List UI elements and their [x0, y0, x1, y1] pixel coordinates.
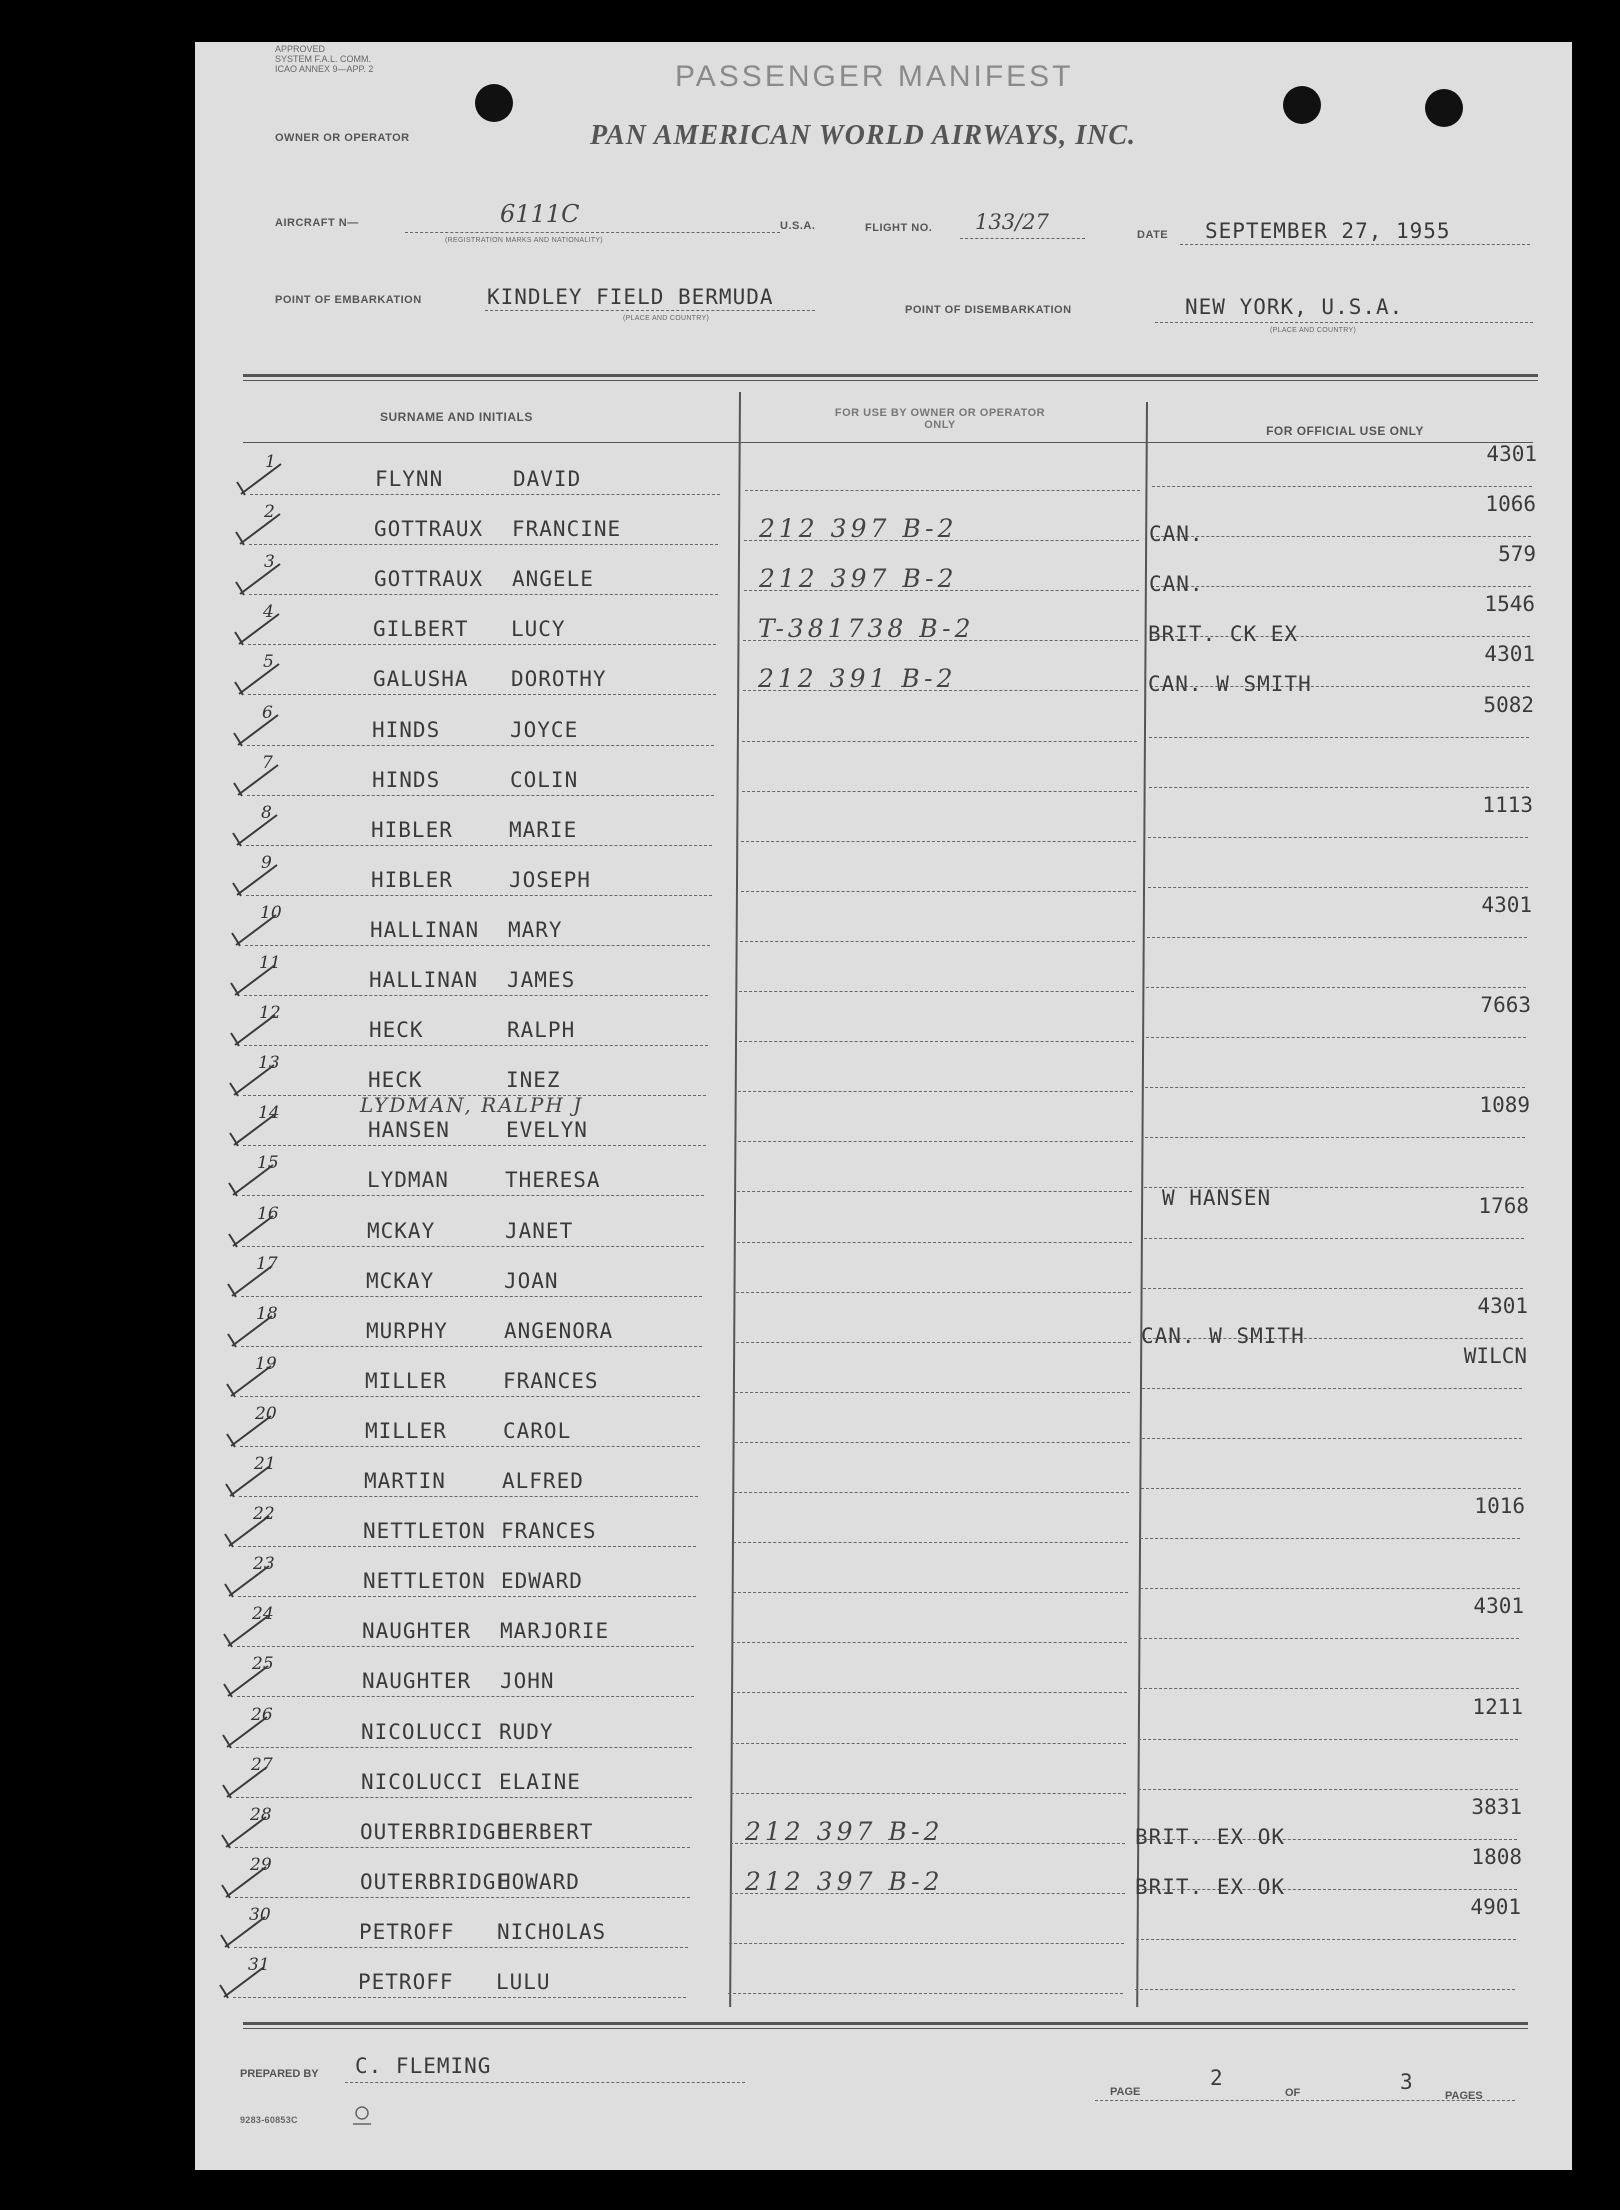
- row-rule-official: [1146, 1037, 1526, 1038]
- row-rule-official: [1148, 837, 1528, 838]
- passenger-given-name: FRANCES: [503, 1368, 599, 1393]
- passenger-surname: MCKAY: [366, 1268, 435, 1293]
- row-rule-name: [237, 1696, 694, 1697]
- row-rule-official: [1152, 486, 1532, 487]
- official-code: 5082: [1483, 692, 1534, 717]
- passenger-given-name: ANGENORA: [504, 1318, 614, 1343]
- passenger-surname: HANSEN: [368, 1118, 450, 1143]
- row-rule-name: [248, 644, 716, 645]
- owner-label: OWNER OR OPERATOR: [275, 132, 410, 144]
- row-rule-official: [1147, 937, 1527, 938]
- row-number: 23: [253, 1554, 275, 1575]
- row-rule-operator: [735, 1392, 1130, 1393]
- date-underline: [1180, 244, 1530, 245]
- row-rule-operator: [731, 1793, 1126, 1794]
- row-number: 2: [264, 502, 275, 523]
- operator-note: 212 397 B-2: [745, 1866, 944, 1896]
- row-number: 1: [265, 452, 276, 472]
- passenger-surname: NICOLUCCI: [361, 1719, 484, 1744]
- passenger-surname: PETROFF: [359, 1919, 455, 1944]
- passenger-given-name: HERBERT: [498, 1819, 594, 1844]
- official-code: 4301: [1481, 892, 1532, 917]
- operator-note: 212 397 B-2: [759, 564, 958, 594]
- official-code: 4301: [1486, 442, 1537, 466]
- row-rule-name: [235, 1897, 690, 1898]
- passenger-given-name: RALPH: [507, 1018, 576, 1043]
- row-rule-official: [1148, 887, 1528, 888]
- row-number: 6: [262, 702, 273, 723]
- row-rule-operator: [737, 1242, 1132, 1243]
- official-note: CAN.: [1149, 522, 1204, 547]
- row-rule-operator: [739, 1041, 1134, 1042]
- row-rule-name: [241, 1346, 702, 1347]
- registration-caption: (REGISTRATION MARKS AND NATIONALITY): [445, 237, 603, 244]
- table-bottom-rule: [243, 2022, 1528, 2025]
- passenger-surname: GOTTRAUX: [374, 517, 484, 542]
- punch-hole-left: [475, 84, 513, 122]
- flight-date: SEPTEMBER 27, 1955: [1205, 219, 1451, 243]
- row-rule-name: [238, 1546, 696, 1547]
- passenger-surname: HECK: [369, 1018, 424, 1043]
- official-code: 1546: [1484, 592, 1535, 617]
- row-number: 28: [250, 1804, 272, 1825]
- official-code: 1768: [1478, 1193, 1529, 1218]
- row-rule-operator: [732, 1692, 1127, 1693]
- passenger-given-name: JAMES: [507, 968, 576, 992]
- row-number: 20: [255, 1403, 277, 1424]
- prepared-by: C. FLEMING: [355, 2054, 492, 2078]
- row-number: 18: [256, 1303, 278, 1324]
- row-number: 19: [255, 1353, 277, 1374]
- punch-hole-middle: [1283, 86, 1321, 124]
- row-rule-operator: [745, 490, 1140, 491]
- passenger-given-name: EVELYN: [506, 1118, 588, 1143]
- printer-mark-icon: [347, 2104, 377, 2128]
- row-number: 15: [257, 1153, 279, 1174]
- row-rule-operator: [736, 1342, 1131, 1343]
- embarkation-point: KINDLEY FIELD BERMUDA: [487, 285, 774, 309]
- operator-note: T-381738 B-2: [758, 614, 975, 644]
- official-note: W HANSEN: [1162, 1186, 1272, 1211]
- passenger-given-name: MARIE: [509, 817, 578, 842]
- passenger-given-name: MARJORIE: [500, 1619, 610, 1644]
- passenger-surname: MURPHY: [366, 1318, 448, 1343]
- approval-line: SYSTEM F.A.L. COMM.: [275, 54, 372, 64]
- passenger-given-name: JOHN: [500, 1669, 555, 1694]
- row-rule-official: [1138, 1789, 1518, 1790]
- operator-name: PAN AMERICAN WORLD AIRWAYS, INC.: [590, 120, 1137, 151]
- official-code: 4901: [1470, 1894, 1521, 1919]
- table-top-rule: [243, 374, 1538, 377]
- official-note: CAN. W SMITH: [1148, 672, 1312, 697]
- row-rule-official: [1140, 1588, 1520, 1589]
- passenger-given-name: MARY: [508, 917, 563, 942]
- row-rule-operator: [733, 1542, 1128, 1543]
- disembarkation-underline: [1155, 322, 1533, 323]
- row-rule-operator: [741, 841, 1136, 842]
- row-rule-name: [243, 1145, 706, 1146]
- flight-number: 133/27: [975, 210, 1049, 234]
- row-rule-operator: [733, 1592, 1128, 1593]
- row-rule-name: [234, 1947, 688, 1948]
- disembarkation-label: POINT OF DISEMBARKATION: [905, 304, 1072, 316]
- official-code: WILCN: [1463, 1343, 1527, 1368]
- passenger-surname: HALLINAN: [370, 917, 480, 942]
- prepared-underline: [345, 2082, 745, 2083]
- passenger-given-name: LUCY: [511, 617, 566, 642]
- row-rule-name: [242, 1246, 704, 1247]
- official-code: 1808: [1471, 1844, 1522, 1869]
- row-rule-operator: [742, 741, 1137, 742]
- disembarkation-point: NEW YORK, U.S.A.: [1185, 295, 1404, 319]
- row-rule-operator: [738, 1141, 1133, 1142]
- row-number: 11: [259, 953, 281, 973]
- row-rule-name: [241, 1296, 702, 1297]
- passenger-surname: HIBLER: [371, 867, 453, 892]
- row-number: 16: [257, 1203, 279, 1224]
- approval-line: ICAO ANNEX 9—APP. 2: [275, 64, 374, 74]
- row-rule-official: [1139, 1688, 1519, 1689]
- passenger-surname: NETTLETON: [363, 1519, 486, 1544]
- passenger-surname: GOTTRAUX: [374, 567, 484, 592]
- passenger-surname: MILLER: [365, 1368, 447, 1393]
- row-rule-name: [247, 795, 714, 796]
- column-divider-1: [729, 392, 741, 2007]
- row-rule-official: [1145, 1087, 1525, 1088]
- row-rule-name: [240, 1396, 700, 1397]
- passenger-given-name: JANET: [505, 1218, 574, 1243]
- row-rule-official: [1145, 1137, 1525, 1138]
- passenger-given-name: COLIN: [510, 767, 579, 792]
- of-label: OF: [1285, 2087, 1301, 2099]
- flight-label: FLIGHT NO.: [865, 222, 933, 234]
- row-number: 5: [263, 652, 274, 673]
- passenger-surname: MILLER: [365, 1418, 447, 1443]
- official-code: 4301: [1477, 1293, 1528, 1318]
- passenger-surname: FLYNN: [375, 467, 444, 491]
- page-underline: [1095, 2100, 1515, 2101]
- passenger-surname: HECK: [368, 1068, 423, 1093]
- flight-underline: [960, 238, 1085, 239]
- form-title: PASSENGER MANIFEST: [675, 60, 1074, 93]
- row-rule-name: [248, 694, 716, 695]
- passenger-given-name: HOWARD: [498, 1869, 580, 1894]
- passenger-surname: HINDS: [372, 717, 441, 742]
- operator-note: 212 397 B-2: [759, 514, 958, 544]
- passenger-surname: GILBERT: [373, 617, 469, 642]
- passenger-surname: PETROFF: [358, 1970, 454, 1994]
- passenger-surname: OUTERBRIDGE: [360, 1819, 511, 1844]
- prepared-label: PREPARED BY: [240, 2068, 319, 2080]
- row-rule-official: [1149, 787, 1529, 788]
- official-code: 7663: [1480, 993, 1531, 1018]
- row-number: 10: [260, 902, 282, 923]
- row-rule-name: [244, 1045, 708, 1046]
- column-divider-2: [1136, 402, 1148, 2007]
- table-bottom-rule-thin: [243, 2028, 1528, 2029]
- disembarkation-caption: (PLACE AND COUNTRY): [1270, 327, 1357, 334]
- row-rule-operator: [731, 1743, 1126, 1744]
- row-rule-name: [237, 1646, 694, 1647]
- row-rule-name: [250, 494, 720, 495]
- passenger-given-name: EDWARD: [501, 1569, 583, 1594]
- page-label: PAGE: [1110, 2086, 1141, 2098]
- row-number: 13: [258, 1053, 280, 1074]
- official-note: BRIT. CK EX: [1148, 622, 1299, 647]
- row-rule-official: [1138, 1739, 1518, 1740]
- row-rule-operator: [739, 991, 1134, 992]
- row-rule-operator: [728, 1993, 1123, 1994]
- pages-label: PAGES: [1445, 2090, 1483, 2102]
- official-code: 1113: [1482, 792, 1533, 817]
- row-number: 22: [253, 1504, 275, 1525]
- usa-label: U.S.A.: [780, 220, 816, 232]
- row-rule-name: [233, 1997, 686, 1998]
- row-number: 12: [259, 1003, 281, 1024]
- aircraft-registration: 6111C: [500, 200, 580, 228]
- row-number: 30: [249, 1904, 271, 1925]
- row-rule-official: [1149, 737, 1529, 738]
- passenger-given-name: LULU: [496, 1970, 551, 1994]
- row-rule-name: [238, 1596, 696, 1597]
- page-number: 2: [1210, 2066, 1224, 2090]
- row-rule-operator: [734, 1492, 1129, 1493]
- column-header-official: FOR OFFICIAL USE ONLY: [1266, 424, 1424, 438]
- row-rule-name: [249, 594, 718, 595]
- passenger-given-name: JOSEPH: [509, 867, 591, 892]
- passenger-given-name: ALFRED: [502, 1469, 584, 1493]
- row-rule-official: [1135, 1989, 1515, 1990]
- row-number: 9: [261, 852, 272, 873]
- row-rule-official: [1144, 1238, 1524, 1239]
- passenger-given-name: NICHOLAS: [497, 1919, 607, 1944]
- row-number: 17: [256, 1253, 278, 1274]
- header-underline: [243, 442, 1533, 443]
- row-rule-name: [242, 1195, 704, 1196]
- row-rule-name: [246, 845, 712, 846]
- approval-note: [275, 44, 373, 74]
- passenger-surname: NAUGHTER: [362, 1619, 472, 1644]
- row-rule-name: [240, 1446, 700, 1447]
- official-code: 579: [1498, 542, 1536, 567]
- table-top-rule-thin: [243, 380, 1538, 381]
- row-number: 25: [252, 1654, 274, 1675]
- official-note: CAN.: [1149, 572, 1204, 597]
- row-rule-official: [1139, 1638, 1519, 1639]
- passenger-given-name: INEZ: [506, 1068, 561, 1093]
- row-number: 4: [263, 602, 274, 623]
- row-rule-official: [1143, 1288, 1523, 1289]
- row-rule-official: [1146, 987, 1526, 988]
- row-rule-name: [235, 1847, 690, 1848]
- row-rule-official: [1140, 1538, 1520, 1539]
- approval-line: APPROVED: [275, 44, 326, 54]
- passenger-surname: GALUSHA: [373, 667, 469, 692]
- form-number: 9283-60853C: [240, 2115, 298, 2125]
- column-header-operator: FOR USE BY OWNER OR OPERATOR ONLY: [834, 407, 1046, 431]
- official-note: BRIT. EX OK: [1135, 1874, 1286, 1899]
- official-code: 1016: [1474, 1494, 1525, 1519]
- row-rule-name: [249, 544, 718, 545]
- embarkation-caption: (PLACE AND COUNTRY): [623, 315, 710, 322]
- manifest-sheet: [195, 42, 1572, 2170]
- column-header-surname: SURNAME AND INITIALS: [380, 410, 533, 424]
- passenger-surname: LYDMAN: [367, 1168, 449, 1193]
- row-rule-name: [236, 1797, 692, 1798]
- passenger-given-name: DAVID: [513, 467, 582, 491]
- row-rule-operator: [729, 1943, 1124, 1944]
- row-rule-operator: [737, 1191, 1132, 1192]
- row-number: 24: [252, 1604, 274, 1625]
- passenger-surname: MARTIN: [364, 1469, 446, 1493]
- operator-note: 212 397 B-2: [745, 1816, 944, 1846]
- row-rule-name: [239, 1496, 698, 1497]
- row-number: 14: [258, 1103, 280, 1124]
- row-rule-operator: [735, 1442, 1130, 1443]
- passenger-given-name: ANGELE: [512, 567, 594, 592]
- passenger-given-name: FRANCES: [501, 1519, 597, 1544]
- row-rule-official: [1151, 586, 1531, 587]
- row-number: 27: [251, 1754, 273, 1775]
- passenger-surname: OUTERBRIDGE: [360, 1869, 511, 1894]
- row-number: 29: [250, 1854, 272, 1875]
- official-code: 4301: [1484, 642, 1535, 667]
- row-rule-operator: [732, 1642, 1127, 1643]
- passenger-surname: NAUGHTER: [362, 1669, 472, 1694]
- passenger-surname: HINDS: [372, 767, 441, 792]
- row-rule-name: [247, 745, 714, 746]
- embarkation-label: POINT OF EMBARKATION: [275, 294, 422, 306]
- total-pages: 3: [1400, 2070, 1414, 2094]
- aircraft-label: AIRCRAFT N—: [275, 217, 359, 229]
- official-code: 1089: [1479, 1093, 1530, 1118]
- row-number: 3: [264, 552, 275, 573]
- row-rule-name: [246, 895, 712, 896]
- passenger-surname: NETTLETON: [363, 1569, 486, 1594]
- row-rule-operator: [738, 1091, 1133, 1092]
- punch-hole-right: [1425, 89, 1463, 127]
- passenger-given-name: ELAINE: [499, 1769, 581, 1794]
- row-rule-official: [1142, 1388, 1522, 1389]
- official-code: 1066: [1485, 492, 1536, 517]
- passenger-surname: HALLINAN: [369, 968, 479, 992]
- row-rule-official: [1141, 1488, 1521, 1489]
- row-number: 7: [262, 752, 273, 773]
- row-rule-official: [1136, 1939, 1516, 1940]
- row-rule-operator: [741, 891, 1136, 892]
- embarkation-underline: [485, 310, 815, 311]
- passenger-given-name: RUDY: [499, 1719, 554, 1744]
- date-label: DATE: [1137, 229, 1169, 241]
- row-rule-operator: [740, 941, 1135, 942]
- row-rule-official: [1151, 536, 1531, 537]
- official-code: 4301: [1473, 1594, 1524, 1619]
- row-number: 26: [251, 1704, 273, 1725]
- passenger-given-name: CAROL: [503, 1418, 572, 1443]
- official-note: CAN. W SMITH: [1141, 1323, 1305, 1348]
- row-rule-name: [245, 945, 710, 946]
- passenger-given-name: THERESA: [505, 1168, 601, 1193]
- row-number: 31: [248, 1955, 270, 1975]
- passenger-surname: NICOLUCCI: [361, 1769, 484, 1794]
- passenger-given-name: JOAN: [504, 1268, 559, 1293]
- official-code: 1211: [1472, 1694, 1523, 1719]
- row-rule-name: [236, 1747, 692, 1748]
- passenger-surname: MCKAY: [367, 1218, 436, 1243]
- row-rule-operator: [742, 791, 1137, 792]
- passenger-given-name: DOROTHY: [511, 667, 607, 692]
- official-note: BRIT. EX OK: [1135, 1824, 1286, 1849]
- row-number: 8: [261, 802, 272, 823]
- passenger-given-name: FRANCINE: [512, 517, 622, 542]
- passenger-given-name: JOYCE: [510, 717, 579, 742]
- passenger-surname: HIBLER: [371, 817, 453, 842]
- row-rule-official: [1142, 1438, 1522, 1439]
- row-rule-name: [244, 995, 708, 996]
- handwritten-correction: LYDMAN, RALPH J: [360, 1093, 584, 1118]
- row-number: 21: [254, 1454, 276, 1474]
- aircraft-underline: [405, 232, 780, 233]
- row-rule-operator: [736, 1292, 1131, 1293]
- official-code: 3831: [1471, 1794, 1522, 1819]
- operator-note: 212 391 B-2: [758, 664, 957, 694]
